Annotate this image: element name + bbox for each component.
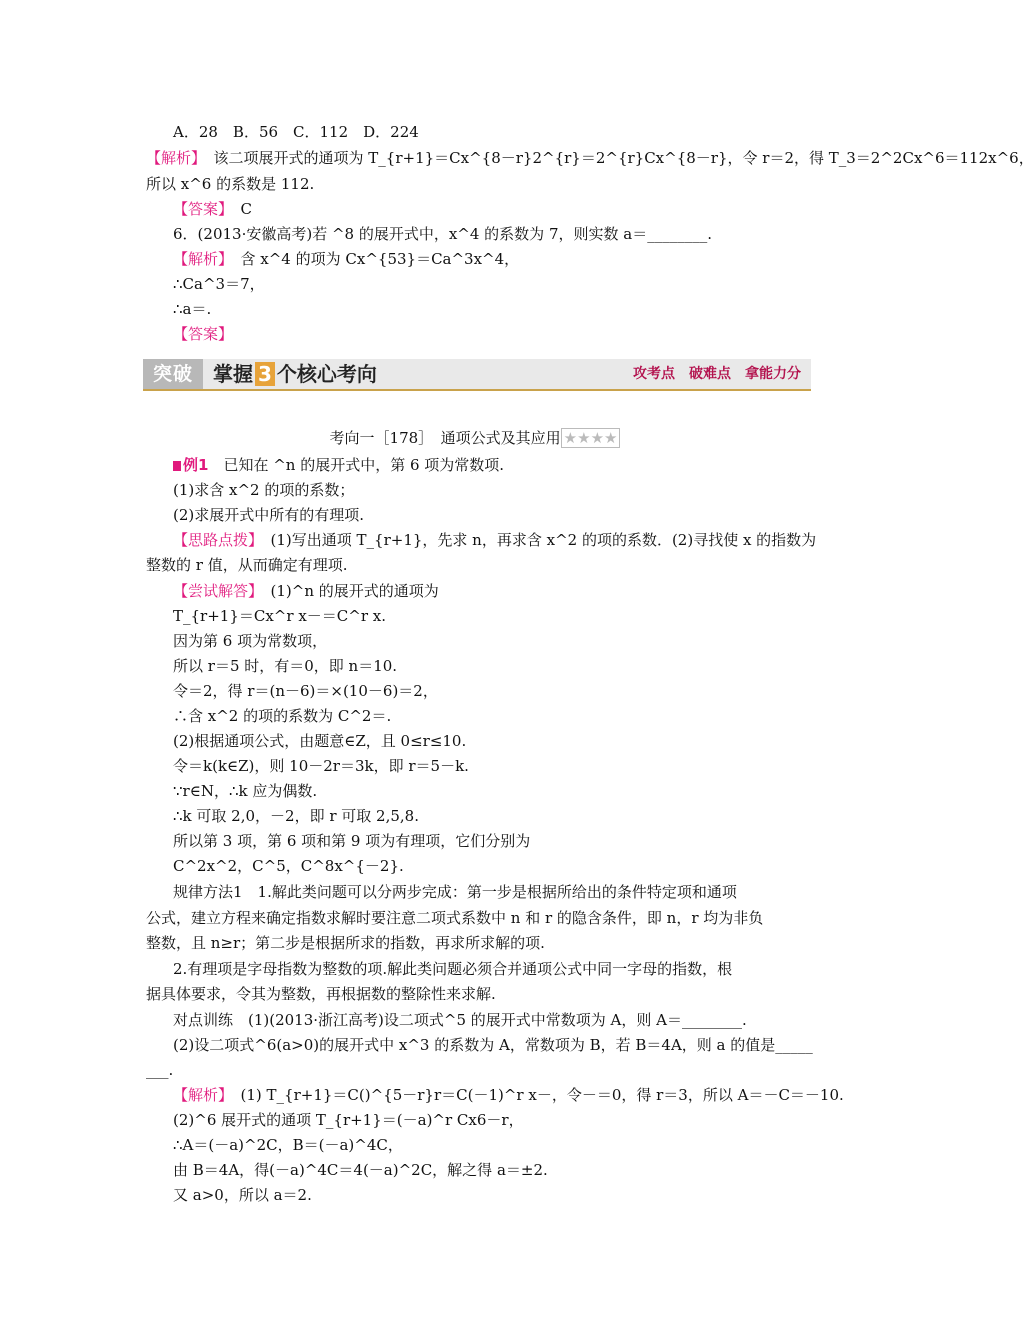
analysis-step-1: ∴Ca^3＝7， [173,275,265,293]
solution-step: 所以第 3 项，第 6 项和第 9 项为有理项，它们分别为 [173,832,531,850]
banner-title: 掌握 3 个核心考向 [213,362,377,386]
example-label: 例1 [173,455,208,475]
banner-label: 突破 [143,359,203,389]
question-6: 6．(2013·安徽高考)若 ^8 的展开式中，x^4 的系数为 7，则实数 a＝________. [173,225,712,243]
hint-tag: 【思路点拨】 [173,531,256,549]
solution-step: ∵r∈N，∴k 应为偶数. [173,782,318,800]
answer-tag: 【答案】 [173,200,226,218]
solution-step: C^2x^2，C^5，C^8x^{－2}. [173,857,404,875]
example-line: 例1 已知在 ^n 的展开式中，第 6 项为常数项. [173,455,504,475]
analysis-line-q6 [173,249,519,269]
hint-line-2: 整数的 r 值，从而确定有理项. [146,556,348,574]
method-line: 公式，建立方程来确定指数求解时要注意二项式系数中 n 和 r 的隐含条件，即 n，r 均为非负 [146,909,764,927]
method-line: 整数，且 n≥r；第二步是根据所求的指数，再求所求解的项. [146,934,545,952]
analysis-tag-q6: 【解析】 [173,250,226,268]
practice-step: 又 a>0，所以 a＝2. [173,1186,312,1204]
solution-step: 令＝k(k∈Z)，则 10－2r＝3k，即 r＝5－k. [173,757,469,775]
practice-line: ___. [146,1061,174,1079]
difficulty-stars: ★★★★ [561,428,621,448]
practice-analysis-tag: 【解析】 [173,1086,226,1104]
method-line: 规律方法1 1.解此类问题可以分两步完成：第一步是根据所给出的条件特定项和通项 [173,883,737,901]
practice-step: ∴A＝(－a)^2C，B＝(－a)^4C， [173,1136,403,1154]
answer-line-q6 [173,324,233,344]
analysis-line [146,148,1034,168]
answer-line [173,199,252,219]
example-q1: (1)求含 x^2 的项的系数； [173,481,355,499]
practice-step: (2)^6 展开式的通项 T_{r+1}＝(－a)^r Cx6－r， [173,1111,524,1129]
answer-text: C [225,200,252,218]
method-line: 2.有理项是字母指数为整数的项.解此类问题必须合并通项公式中同一字母的指数，根 [173,960,733,978]
banner-right: 攻考点 破难点 拿能力分 [633,366,801,382]
solution-step: 因为第 6 项为常数项， [173,632,328,650]
section-banner [143,359,811,391]
practice-analysis: 【解析】 (1) T_{r+1}＝C()^{5－r}r＝C(－1)^r x－，令－＝0，得 r＝3，所以 A＝－C＝－10. [173,1086,844,1104]
analysis-text: 该二项展开式的通项为 T_{r+1}＝Cx^{8－r}2^{r}＝2^{r}Cx^{8－r}，令 r＝2，得 T_3＝2^2Cx^6＝112x^6， [198,149,1034,167]
practice-step: 由 B＝4A，得(－a)^4C＝4(－a)^2C，解之得 a＝±2. [173,1161,548,1179]
solution-step: T_{r+1}＝Cx^r x－＝C^r x. [173,607,386,625]
solution-step: (2)根据通项公式，由题意∈Z，且 0≤r≤10. [173,732,467,750]
try-line: 【尝试解答】 (1)^n 的展开式的通项为 [173,582,439,600]
solution-step: 令＝2，得 r＝(n－6)＝×(10－6)＝2， [173,682,438,700]
solution-step: ∴含 x^2 的项的系数为 C^2＝. [173,707,392,725]
solution-step: ∴k 可取 2,0，－2，即 r 可取 2,5,8. [173,807,419,825]
try-tag: 【尝试解答】 [173,582,256,600]
analysis-line-2: 所以 x^6 的系数是 112. [146,175,315,193]
practice-line: (2)设二项式^6(a>0)的展开式中 x^3 的系数为 A，常数项为 B，若 B＝4A，则 a 的值是_____ [173,1036,813,1054]
answer-tag-q6: 【答案】 [173,325,234,343]
options-line: A．28 B．56 C．112 D．224 [173,123,419,141]
practice-line: 对点训练 (1)(2013·浙江高考)设二项式^5 的展开式中常数项为 A，则 A＝________. [173,1011,747,1029]
section-title: 考向一［178］ 通项公式及其应用 ★★★★ [0,428,950,448]
solution-step: 所以 r＝5 时，有＝0，即 n＝10. [173,657,398,675]
analysis-text-q6: 含 x^4 的项为 Cx^{53}＝Ca^3x^4， [225,250,520,268]
method-line: 据具体要求，令其为整数，再根据数的整除性来求解. [146,985,496,1003]
analysis-tag: 【解析】 [146,149,199,167]
analysis-step-2: ∴a＝. [173,300,212,318]
example-q2: (2)求展开式中所有的有理项. [173,506,365,524]
hint-line: 【思路点拨】 (1)写出通项 T_{r+1}，先求 n，再求含 x^2 的项的系数．(2)寻找使 x 的指数为 [173,531,817,549]
